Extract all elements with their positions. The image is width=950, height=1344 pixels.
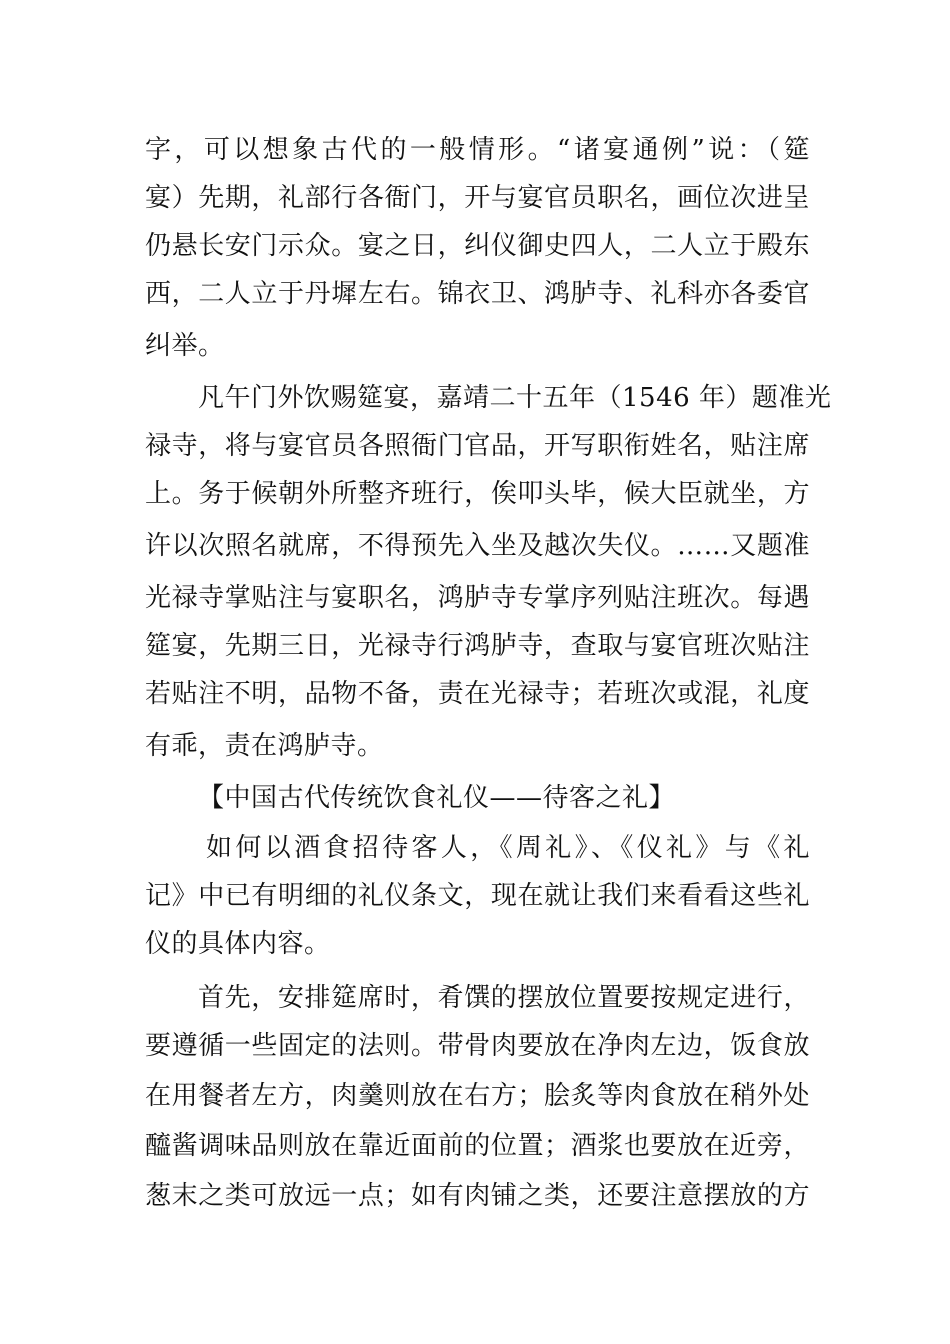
- text-line: 字，可以想象古代的一般情形。“诸宴通例”说：（筵: [145, 135, 810, 165]
- text-line: 许以次照名就席，不得预先入坐及越次失仪。……又题准: [145, 531, 810, 561]
- text-line: 醯酱调味品则放在靠近面前的位置；酒浆也要放在近旁，: [145, 1131, 810, 1161]
- text-line: 凡午门外饮赐筵宴，嘉靖二十五年（1546 年）题准光: [198, 383, 832, 413]
- text-line: 在用餐者左方，肉羹则放在右方；脍炙等肉食放在稍外处: [145, 1081, 810, 1111]
- text-line: 如何以酒食招待客人，《周礼》、《仪礼》与《礼: [206, 833, 810, 863]
- text-line: 西，二人立于丹墀左右。锦衣卫、鸿胪寺、礼科亦各委官: [145, 279, 810, 309]
- text-line: 光禄寺掌贴注与宴职名，鸿胪寺专掌序列贴注班次。每遇: [145, 583, 810, 613]
- text-line: 记》中已有明细的礼仪条文，现在就让我们来看看这些礼: [145, 881, 810, 911]
- text-line: 首先，安排筵席时，肴馔的摆放位置要按规定进行，: [198, 983, 810, 1013]
- text-line: 仪的具体内容。: [145, 929, 331, 959]
- text-line: 葱末之类可放远一点；如有肉铺之类，还要注意摆放的方: [145, 1181, 810, 1211]
- text-line: 禄寺，将与宴官员各照衙门官品，开写职衔姓名，贴注席: [145, 431, 810, 461]
- text-line: 上。务于候朝外所整齐班行，俟叩头毕，候大臣就坐，方: [145, 479, 810, 509]
- text-line: 要遵循一些固定的法则。带骨肉要放在净肉左边，饭食放: [145, 1031, 810, 1061]
- text-line: 宴）先期，礼部行各衙门，开与宴官员职名，画位次进呈: [145, 183, 810, 213]
- text-line: 若贴注不明，品物不备，责在光禄寺；若班次或混，礼度: [145, 679, 810, 709]
- text-line: 筵宴，先期三日，光禄寺行鸿胪寺，查取与宴官班次贴注: [145, 631, 810, 661]
- text-line: 纠举。: [145, 331, 225, 361]
- section-heading: 【中国古代传统饮食礼仪——待客之礼】: [198, 783, 676, 813]
- text-line: 仍悬长安门示众。宴之日，纠仪御史四人，二人立于殿东: [145, 231, 810, 261]
- text-line: 有乖，责在鸿胪寺。: [145, 731, 384, 761]
